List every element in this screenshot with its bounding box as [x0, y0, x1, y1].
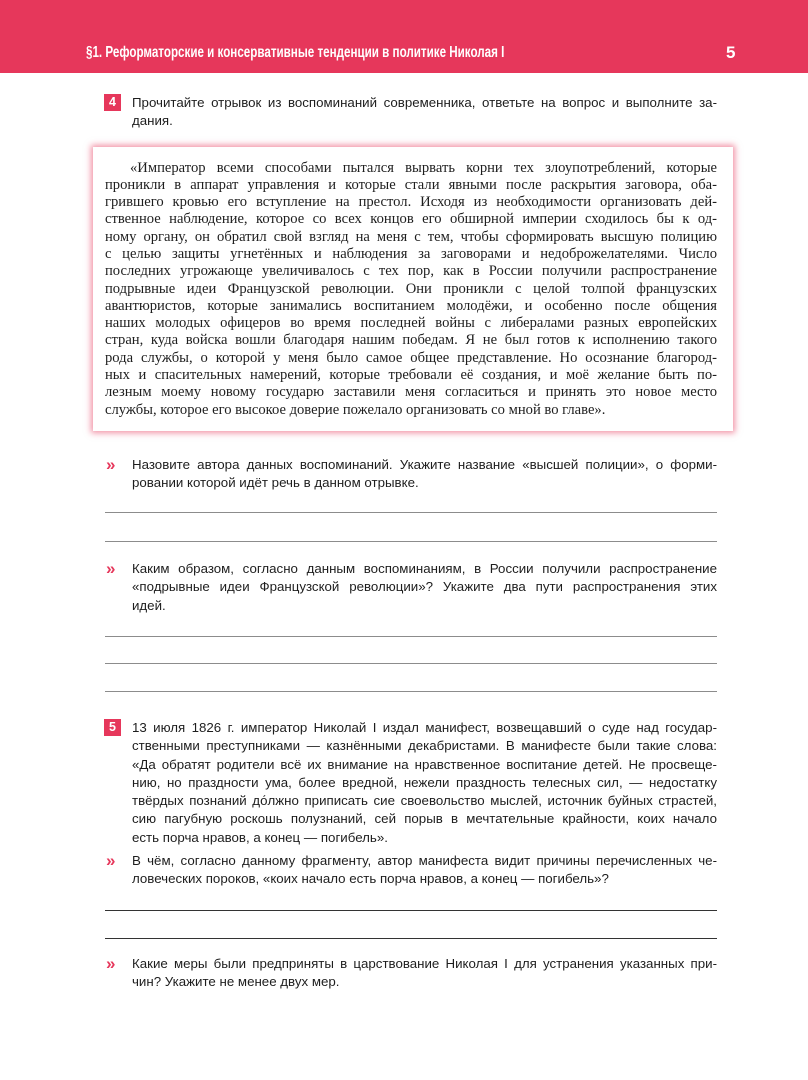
task-4-instruction: [132, 94, 717, 131]
question-line: идей.: [132, 597, 166, 613]
question-line: Назовите автора данных воспоминаний. Укажите название «высшей полиции», о форми-: [132, 457, 717, 472]
answer-line: [105, 691, 717, 692]
page-number: 5: [726, 43, 736, 62]
question-line: «подрывные идеи Французской революции»? Укажите два пути распространения этих: [132, 579, 717, 595]
quote-line: грившего кровью его вступление на престол. Исходя из необходимости организовать дей-: [105, 194, 717, 211]
question-1-text: [132, 456, 717, 493]
task-text-line: твёрдых познаний до́лжно приписать сие своевольство мыслей, источник буйных страстей,: [132, 793, 717, 809]
task-4-number-badge: 4: [104, 94, 121, 111]
question-2-text: [132, 560, 717, 615]
quote-line: ному органу, он обратил свой взгляд на меня с тем, чтобы сформировать высшую полицию: [105, 228, 717, 245]
quote-line: последних угрожающе увеличивалось с тех пор, как в России получили распространение: [105, 263, 717, 280]
question-4-text: [132, 955, 717, 992]
quote-box: [93, 147, 733, 431]
quote-line: лезным моему новому государю заставили меня согласиться и принять это новое место: [105, 384, 717, 401]
quote-line: ственное наблюдение, которое со всех концов его обширной империи сходилось бы к од-: [105, 211, 717, 228]
task-text-line: сию пагубную роскошь полузнаний, сей порыв в мечтательные крайности, коих начало: [132, 811, 717, 827]
quote-line: авантюристов, которые занимались воспитанием молодёжи, и особенно после общения: [105, 297, 717, 314]
task-5-text: [132, 719, 717, 847]
task-text-line: 13 июля 1826 г. император Николай I издал манифест, возвещавший о суде над государ-: [132, 720, 717, 735]
answer-line: [105, 541, 717, 542]
page-header: [0, 0, 808, 73]
question-line: ровании которой идёт речь в данном отрывке.: [132, 475, 419, 491]
question-line: Каким образом, согласно данным воспоминаниям, в России получили распространение: [132, 561, 717, 576]
quote-line: «Император всеми способами пытался вырвать корни тех злоупотреблений, которые: [130, 159, 717, 176]
question-line: чин? Укажите не менее двух мер.: [132, 974, 340, 990]
question-marker: »: [106, 455, 116, 474]
question-line: ловеческих пороков, «коих начало есть порча нравов, а конец — погибель»?: [132, 871, 609, 887]
quote-line: с целью защиты угнетённых и наблюдения за заговорами и недоброжелателями. Число: [105, 245, 717, 262]
question-marker: »: [106, 559, 116, 578]
quote-line: проникли в аппарат управления и которые стали явными после раскрытия заговора, оба-: [105, 176, 717, 193]
instruction-line: Прочитайте отрывок из воспоминаний современника, ответьте на вопрос и выполните за-: [132, 95, 717, 110]
quote-line: наших молодых офицеров во время последней войны с либералами разных европейских: [105, 315, 717, 332]
task-text-line: «Да обратят родители всё их внимание на нравственное воспитание детей. Не просвеще-: [132, 756, 717, 772]
question-marker: »: [106, 851, 116, 870]
instruction-line: дания.: [132, 113, 173, 129]
answer-line: [105, 512, 717, 513]
answer-line: [105, 938, 717, 939]
question-3-text: [132, 852, 717, 889]
section-title: §1. Реформаторские и консервативные тенденции в политике Николая I: [86, 44, 505, 61]
task-text-line: ственными преступниками — казнёнными декабристами. В манифесте были такие слова:: [132, 738, 717, 754]
quote-line: службы, которое его высокое доверие пожелало организовать со мной во главе».: [105, 401, 606, 418]
question-marker: »: [106, 954, 116, 973]
answer-line: [105, 663, 717, 664]
quote-line: ных и спасительных намерений, которые требовали её создания, и моё желание быть по-: [105, 367, 717, 384]
task-5-number-badge: 5: [104, 719, 121, 736]
task-text-line: есть порча нравов, а конец — погибель».: [132, 829, 388, 845]
question-line: Какие меры были предприняты в царствование Николая I для устранения указанных при-: [132, 956, 717, 971]
answer-line: [105, 636, 717, 637]
answer-line: [105, 910, 717, 911]
question-line: В чём, согласно данному фрагменту, автор манифеста видит причины перечисленных че-: [132, 853, 717, 868]
quote-line: стран, куда войска вошли благодаря нашим победам. Я не был готов к исполнению такого: [105, 332, 717, 349]
task-text-line: нию, но праздности ума, более вредной, нежели праздность телесных сил, — недостатку: [132, 774, 717, 790]
quote-line: подрывные идеи Французской революции. Они проникли с целой толпой французских: [105, 280, 717, 297]
quote-line: рода службы, о которой у меня было самое общее представление. Но осознание благород-: [105, 349, 717, 366]
